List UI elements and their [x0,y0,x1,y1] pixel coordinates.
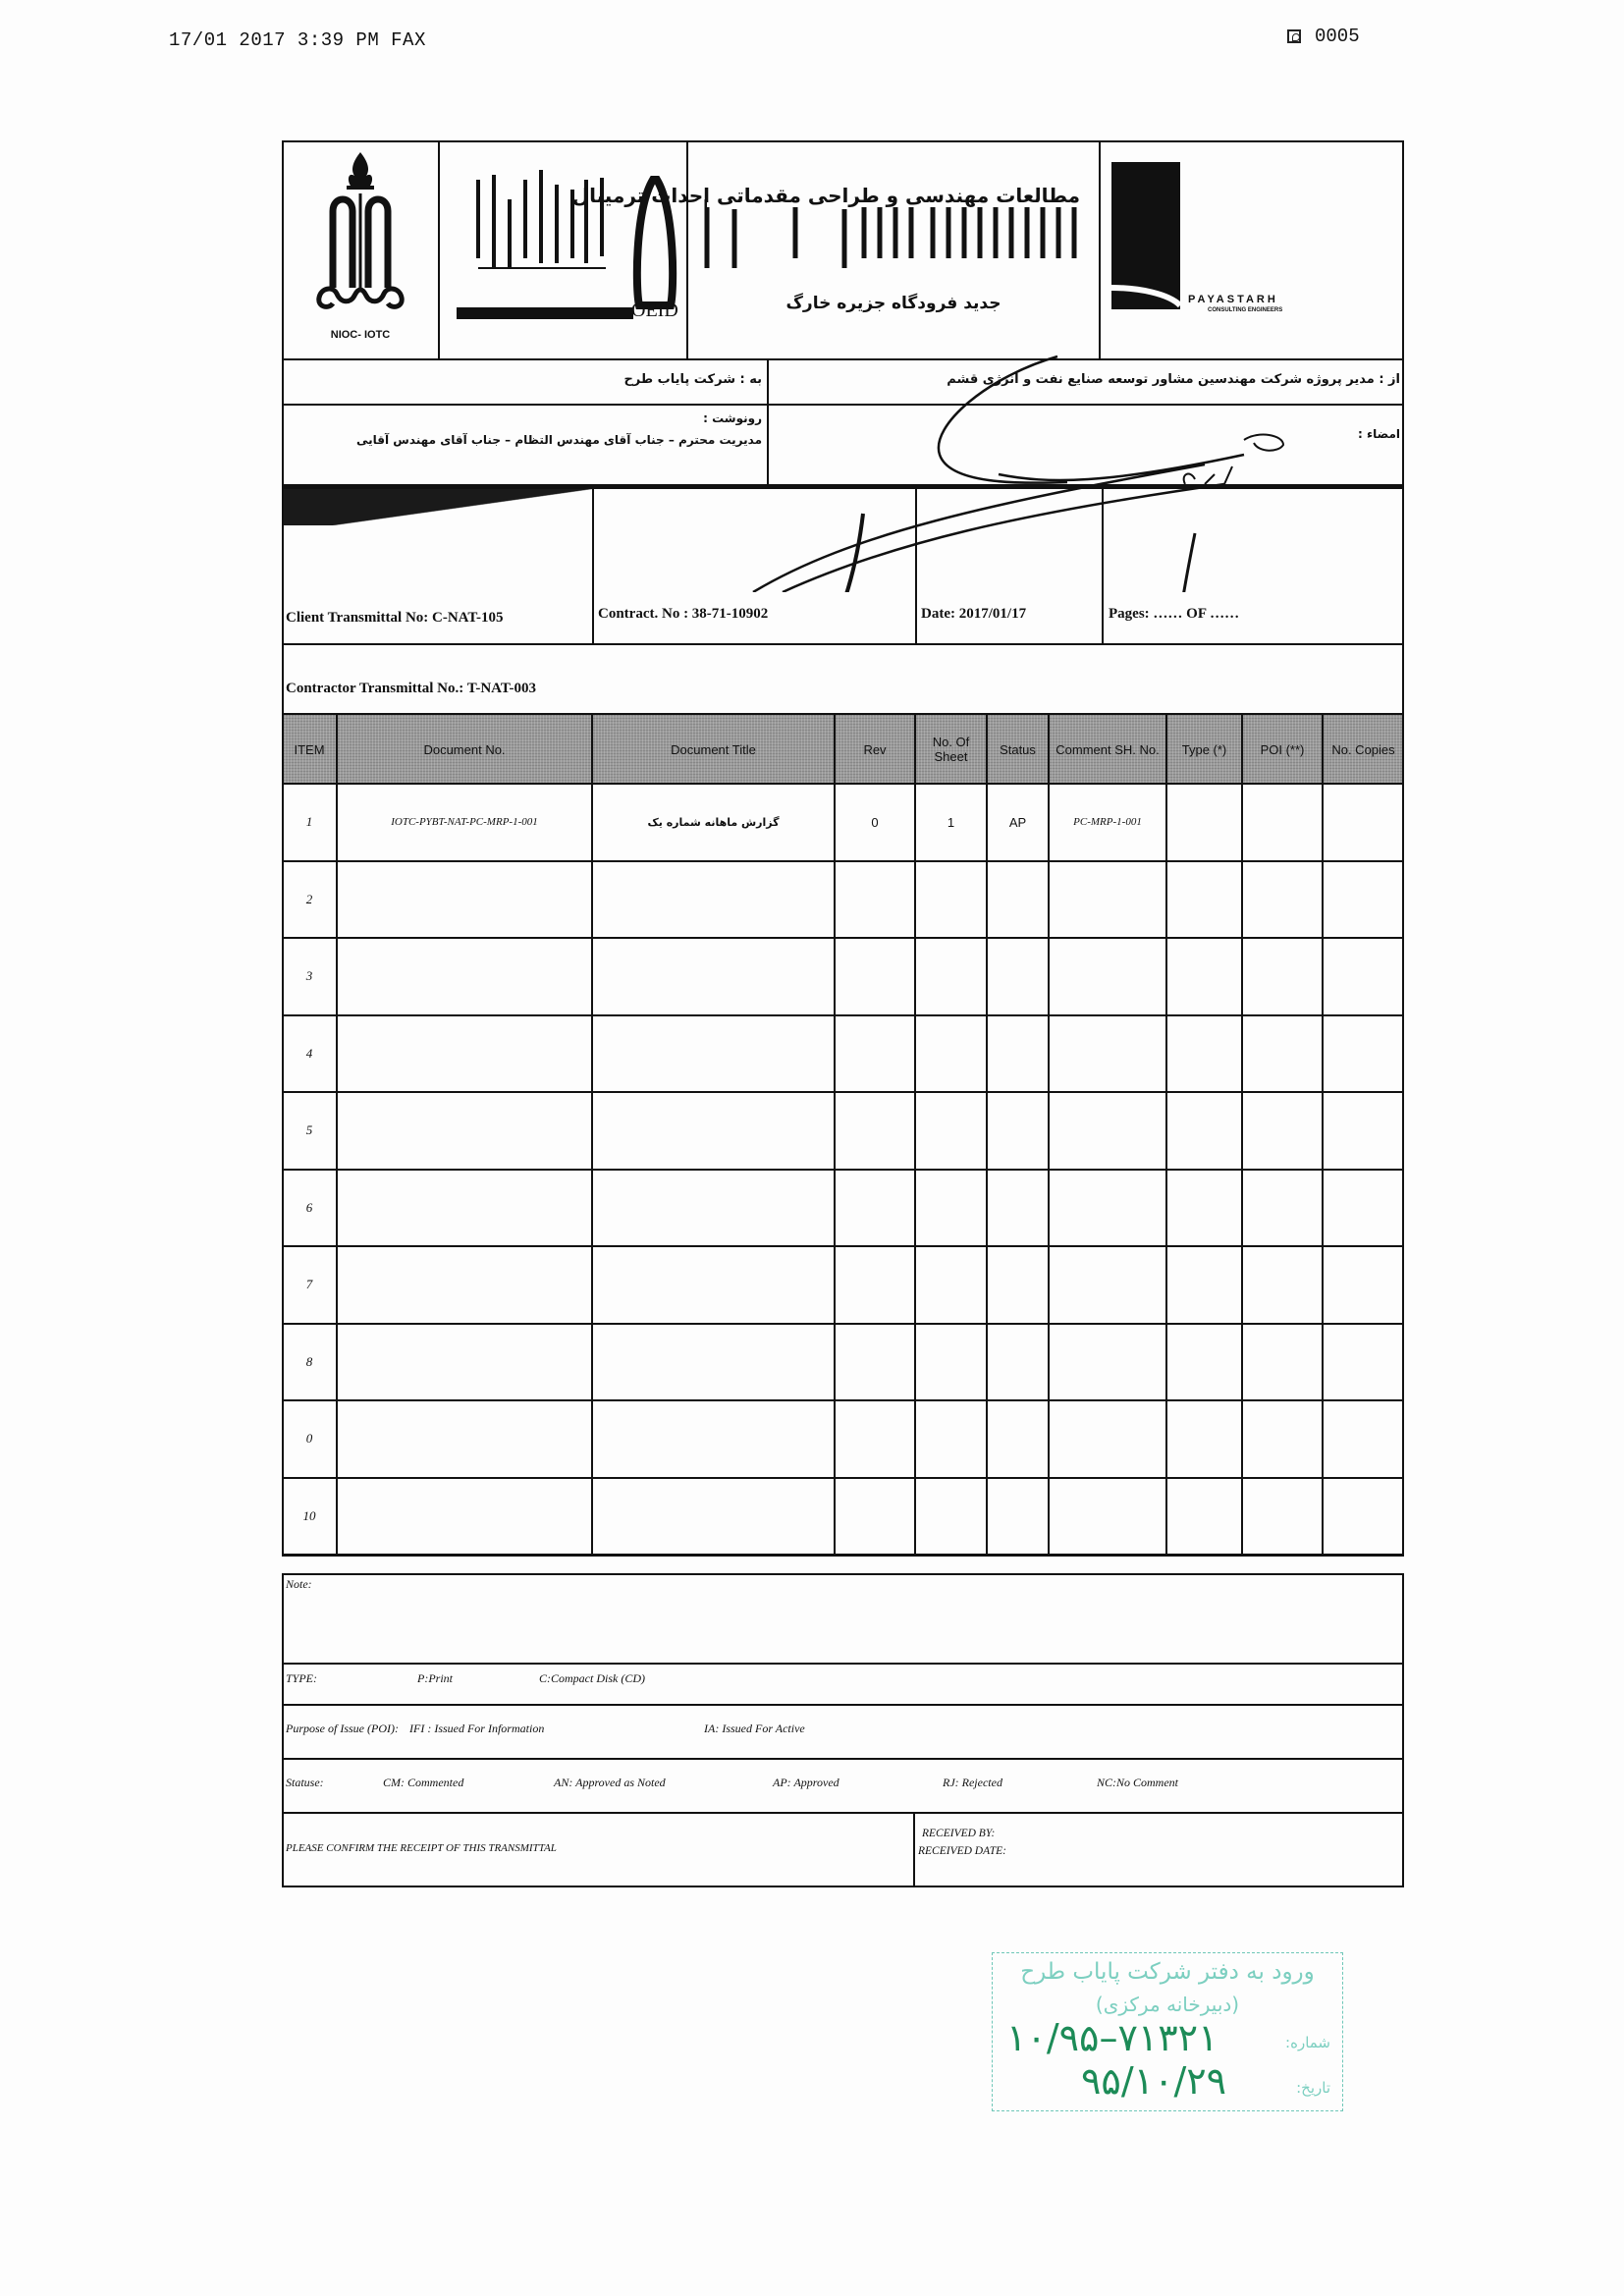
type-print: P:Print [417,1671,453,1685]
table-cell [1049,861,1166,939]
table-cell [1323,861,1404,939]
table-item-number: 0 [305,1431,313,1447]
table-cell [987,1324,1049,1401]
table-cell [592,1015,835,1093]
table-cell [592,1092,835,1170]
table-cell [337,938,592,1015]
transmittal-divider [1102,484,1104,645]
table-cell [835,1170,915,1247]
oeid-caption: OEID [631,300,678,321]
nioc-logo [282,140,439,360]
table-cell [1242,1324,1323,1401]
nioc-emblem-icon [282,140,439,360]
table-cell: 0 [871,814,879,830]
to-field: به : شرکت پایاب طرح [623,372,762,387]
table-cell [1049,1324,1166,1401]
cc-label: رونوشت : [703,411,762,425]
table-cell [1242,1246,1323,1324]
table-cell [915,861,987,939]
table-cell [835,938,915,1015]
table-cell [1166,784,1242,861]
table-item-number: 7 [305,1277,313,1292]
table-cell [1049,1400,1166,1478]
status-label: Statuse: [286,1776,324,1789]
table-cell [1166,861,1242,939]
pages-field: Pages: …… OF …… [1109,606,1240,622]
table-cell [987,1246,1049,1324]
legend-divider [913,1812,915,1887]
table-cell [1323,1246,1404,1324]
table-cell [592,938,835,1015]
table-header-cell: ITEM [282,715,337,784]
table-item-number: 5 [305,1122,313,1138]
payastarh-logo [1100,140,1404,360]
table-cell: IOTC-PYBT-NAT-PC-MRP-1-001 [391,816,538,829]
table-cell [1242,861,1323,939]
table-header-cell: Rev [835,715,915,784]
table-header-cell: No. Copies [1323,715,1404,784]
table-cell [915,1400,987,1478]
contractor-transmittal-no: Contractor Transmittal No.: T-NAT-003 [286,681,536,696]
client-transmittal-no: Client Transmittal No: C-NAT-105 [286,610,504,626]
table-item-number: 8 [305,1353,313,1369]
table-header-cell: Document Title [592,715,835,784]
table-cell: 1 [947,814,955,830]
status-an: AN: Approved as Noted [554,1776,666,1789]
received-date: RECEIVED DATE: [918,1845,1006,1857]
table-header-cell: Document No. [337,715,592,784]
table-cell [987,861,1049,939]
poi-ifi: IFI : Issued For Information [409,1722,545,1735]
legend-divider [282,1704,1404,1706]
type-label: TYPE: [286,1671,318,1685]
table-cell [1049,1246,1166,1324]
table-cell [1166,1478,1242,1556]
table-cell [337,861,592,939]
table-cell [835,861,915,939]
transmittal-top-rule [282,484,1404,489]
table-header-cell: POI (**) [1242,715,1323,784]
table-cell [915,1015,987,1093]
status-cm: CM: Commented [383,1776,464,1789]
project-title-line1: مطالعات مهندسی و طراحی مقدماتی احداث ترمینال [571,184,1080,207]
table-cell [1242,784,1323,861]
table-cell [987,1015,1049,1093]
fax-page-number [1287,26,1360,47]
table-item-number: 4 [305,1045,313,1061]
table-cell [337,1092,592,1170]
table-cell [1166,1015,1242,1093]
table-cell [915,1478,987,1556]
table-cell [1323,1170,1404,1247]
legend-divider [282,1758,1404,1760]
legend-divider [282,1663,1404,1665]
table-cell [835,1246,915,1324]
table-cell [1166,1400,1242,1478]
table-cell [1242,1092,1323,1170]
table-cell: PC-MRP-1-001 [1073,816,1142,829]
table-cell [1242,1478,1323,1556]
stamp-date-label: تاریخ: [1296,2079,1330,2097]
table-cell [337,1324,592,1401]
payastarh-emblem-icon [1100,140,1404,360]
table-cell [1166,1170,1242,1247]
table-cell [915,1170,987,1247]
table-cell [1166,1246,1242,1324]
note-label: Note: [286,1577,312,1591]
poi-ia: IA: Issued For Active [704,1722,805,1735]
table-cell [1242,1400,1323,1478]
table-cell [1049,1170,1166,1247]
table-item-number: 2 [305,891,313,906]
table-cell [1242,1170,1323,1247]
status-ap: AP: Approved [773,1776,839,1789]
poi-label: Purpose of Issue (POI): [286,1722,399,1735]
stamp-line1: ورود به دفتر شرکت پایاب طرح [1020,1959,1315,1985]
scan-shadow-band [284,486,598,525]
project-title-line2: جدید فرودگاه جزیره خارگ [785,294,1001,313]
table-cell [1049,1478,1166,1556]
fax-header-timestamp: 17/01 2017 3:39 PM FAX [169,29,426,51]
contract-no: Contract. No : 38-71-10902 [598,606,769,622]
table-cell [1323,938,1404,1015]
from-field: از : مدیر پروژه شرکت مهندسین مشاور توسعه صنایع نفت و انرژی قشم [947,372,1400,387]
table-cell [1323,1324,1404,1401]
stamp-date-value: ۹۵/۱۰/۲۹ [1081,2059,1227,2103]
receipt-stamp [992,1952,1343,2111]
cc-value: مدیریت محترم – جناب آقای مهندس التظام – جناب آقای مهندس آقایی [355,433,762,447]
table-cell [1049,1015,1166,1093]
stamp-number-value: ۱۰/۹۵–۷۱۳۲۱ [1006,2016,1218,2059]
table-cell [835,1092,915,1170]
table-cell [1049,938,1166,1015]
transmittal-date: Date: 2017/01/17 [921,606,1027,622]
type-cd: C:Compact Disk (CD) [539,1671,645,1685]
table-cell [1323,784,1404,861]
received-by: RECEIVED BY: [922,1828,996,1839]
nioc-caption: NIOC- IOTC [330,329,391,341]
table-cell [1166,1324,1242,1401]
transmittal-divider [915,484,917,645]
table-cell [592,1478,835,1556]
table-cell [915,1246,987,1324]
table-item-number: 3 [305,968,313,984]
table-cell [1166,1092,1242,1170]
table-cell [337,1170,592,1247]
stamp-number-label: شماره: [1285,2034,1330,2051]
fax-page-icon [1287,29,1301,43]
table-cell [987,1400,1049,1478]
table-cell [915,938,987,1015]
payastarh-name: PAYASTARH [1188,294,1278,305]
table-cell [987,1170,1049,1247]
table-header-cell: No. Of Sheet [915,715,987,784]
table-cell [337,1478,592,1556]
table-cell [835,1324,915,1401]
table-header-cell: Comment SH. No. [1049,715,1166,784]
table-cell [915,1324,987,1401]
stamp-line2: (دبیرخانه مرکزی) [1095,1993,1240,2016]
table-cell [592,1400,835,1478]
table-header-cell: Type (*) [1166,715,1242,784]
table-cell [1242,1015,1323,1093]
table-item-number: 1 [305,814,313,830]
table-cell [592,1324,835,1401]
payastarh-tagline: CONSULTING ENGINEERS [1208,307,1283,313]
oeid-logo [439,140,687,360]
table-cell: AP [1008,814,1027,830]
table-cell [592,1246,835,1324]
table-item-number: 10 [302,1507,316,1523]
status-nc: NC:No Comment [1097,1776,1179,1789]
table-cell: گزارش ماهانه شماره یک [647,815,780,829]
table-cell [835,1400,915,1478]
table-cell [987,938,1049,1015]
transmittal-form [282,140,1404,1887]
transmittal-divider [592,484,594,645]
table-cell [1323,1015,1404,1093]
table-cell [592,1170,835,1247]
table-cell [337,1246,592,1324]
table-cell [1323,1400,1404,1478]
table-cell [337,1400,592,1478]
table-cell [1166,938,1242,1015]
table-cell [915,1092,987,1170]
table-cell [987,1478,1049,1556]
table-cell [1323,1092,1404,1170]
table-item-number: 6 [305,1199,313,1215]
oeid-emblem-icon [439,140,687,360]
table-cell [987,1092,1049,1170]
table-cell [835,1478,915,1556]
table-header-cell: Status [987,715,1049,784]
status-rj: RJ: Rejected [943,1776,1002,1789]
table-cell [1049,1092,1166,1170]
confirm-receipt-note: PLEASE CONFIRM THE RECEIPT OF THIS TRANSMITTAL [286,1842,557,1854]
table-cell [835,1015,915,1093]
page-number-value: 0005 [1315,26,1360,47]
table-cell [592,861,835,939]
legend-divider [282,1812,1404,1814]
table-cell [337,1015,592,1093]
signature-label: امضاء : [1358,427,1400,441]
table-cell [1242,938,1323,1015]
table-cell [1323,1478,1404,1556]
